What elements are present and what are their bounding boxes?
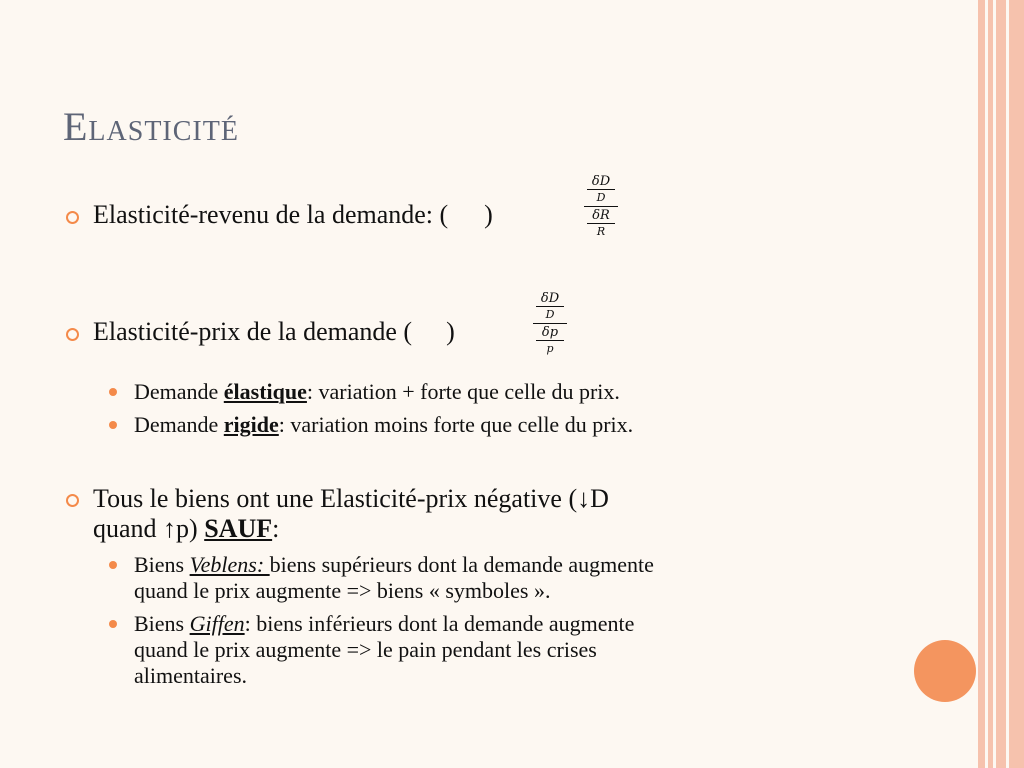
sub-bullet-elastic: Demande élastique: variation + forte que celle du prix. (134, 379, 620, 404)
sub-bullet-rigid: Demande rigide: variation moins forte que celle du prix. (134, 412, 634, 437)
sub-bullet-giffen: Biens Giffen: biens inférieurs dont la demande augmente (134, 611, 635, 636)
frac-num-bottom: D (596, 191, 606, 204)
sub-bullet-giffen-line3: alimentaires. (134, 663, 248, 688)
frac-den-bottom: R (596, 225, 606, 238)
decor-stripe (988, 0, 993, 768)
sub-bullet-giffen-line2: quand le prix augmente => le pain pendant les crises (134, 637, 597, 662)
sub-bullet-dot-icon (109, 561, 117, 569)
bullet-price-elasticity: Elasticité-prix de la demande ( ) (93, 317, 455, 346)
sub-bullet-dot-icon (109, 388, 117, 396)
bullet-negative-elasticity-line2: quand ↑p) SAUF: (93, 514, 280, 543)
frac-den-top: δR (592, 208, 610, 223)
frac-num-bottom: D (545, 308, 555, 321)
decor-stripe (996, 0, 1006, 768)
frac-den-bottom: p (546, 342, 554, 355)
formula-price-elasticity (533, 292, 567, 355)
bullet-negative-elasticity: Tous le biens ont une Elasticité-prix négative (↓D (93, 484, 609, 513)
frac-den-top: δp (541, 325, 559, 340)
decor-stripe (1009, 0, 1024, 768)
sub-bullet-dot-icon (109, 620, 117, 628)
sub-bullet-veblen-line2: quand le prix augmente => biens « symboles ». (134, 578, 551, 603)
bullet-ring-icon (66, 494, 79, 507)
sub-bullet-veblen: Biens Veblens: biens supérieurs dont la demande augmente (134, 552, 654, 577)
decor-circle (914, 640, 976, 702)
slide-title: Elasticité (63, 104, 239, 149)
bullet-ring-icon (66, 211, 79, 224)
frac-num-top: δD (540, 291, 560, 306)
frac-num-top: δD (591, 174, 611, 189)
bullet-income-elasticity: Elasticité-revenu de la demande: ( ) (93, 200, 493, 229)
sub-bullet-dot-icon (109, 421, 117, 429)
formula-income-elasticity (584, 175, 618, 238)
bullet-ring-icon (66, 328, 79, 341)
decor-stripe (978, 0, 985, 768)
